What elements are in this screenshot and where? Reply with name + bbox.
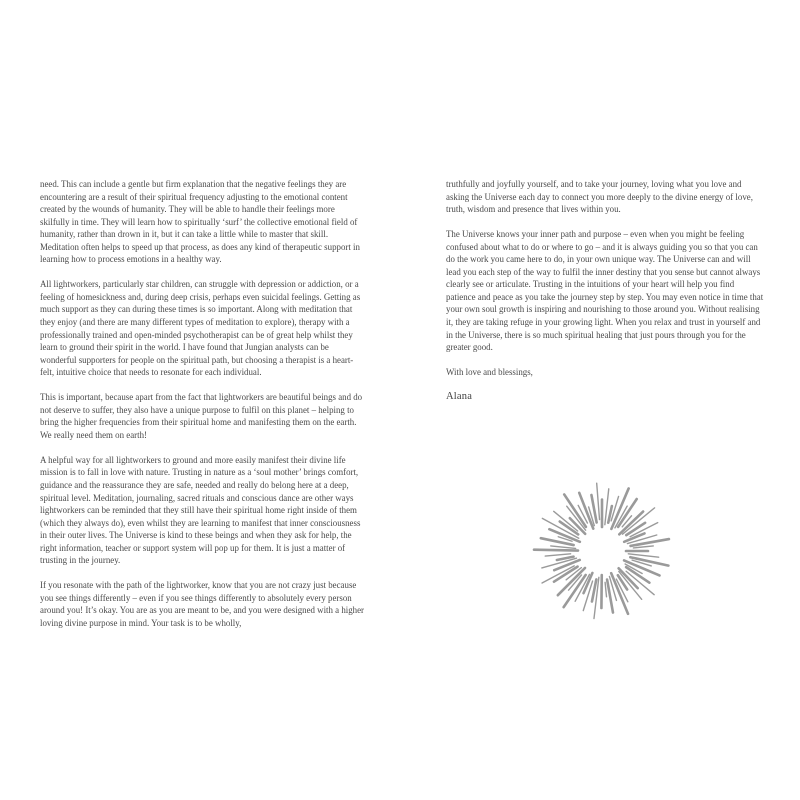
closing-line: With love and blessings, — [446, 367, 533, 378]
left-page-text — [40, 178, 366, 642]
sunburst-ray — [605, 582, 606, 596]
left-paragraph-3: This is important, because apart from the fact that lightworkers are beautiful beings and do not deserve to suffer, they also have a unique purpose to fulfil on this planet – helping to bring the higher frequencies from their spiritual home and manifesting them on the earth. We really need them on earth! — [40, 392, 363, 440]
sunburst-ray — [618, 499, 637, 527]
sunburst-ray — [597, 483, 600, 519]
right-paragraph-1: truthfully and joyfully yourself, and to take your journey, loving what you love and asking the Universe each day to connect you more deeply to the divine energy of love, truth, wisdom and presence that lives within you. — [446, 179, 753, 215]
sunburst-ray — [631, 539, 669, 546]
sunburst-rays — [534, 483, 669, 618]
sunburst-ray — [633, 546, 653, 548]
sunburst-ray — [551, 546, 576, 548]
right-page-text — [446, 178, 764, 404]
left-paragraph-4: A helpful way for all lightworkers to ground and more easily manifest their divine life mission is to fall in love with nature. Trusting in nature as a ‘soul mother’ brings comfort, guidance and the reassurance they are safe, needed and really do belong here at a deep, spiritual level. Meditation, journaling, sacred rituals and conscious dance are other ways lightworkers can be reminded that they still have their spiritual home right inside of them (which they always do), even whilst they are learning to manifest that inner consciousness in their outer lives. The Universe is kind to these beings and when they ask for help, the right information, teacher or support system will pop up for them. It is just a matter of trusting in the journey. — [40, 454, 361, 566]
sunburst-ray — [545, 554, 570, 556]
right-paragraph-2: The Universe knows your inner path and purpose – even when you might be feeling confused about what to do or where to go – and it is always guiding you so that you can do the work you came here to do, in your own unique way. The Universe can and will lead you each step of the way to fulfil the inner destiny that you sense but cannot always clearly see or articulate. Trusting in the intuitions of your heart will help you find patience and peace as you take the journey step by step. You may even notice in time that your own soul growth is inspiring and nourishing to those around you. Without realising it, they are taking refuge in your growing light. When you relax and trust in yourself and in the Universe, there is so much spiritual healing that just pours through you for the greater good. — [446, 229, 764, 353]
left-paragraph-2: All lightworkers, particularly star children, can struggle with depression or addiction, or a feeling of homesickness and, during deep crisis, perhaps even suicidal feelings. Getting as much support as they can during these times is so important. Along with meditation that they enjoy (and there are many different types of meditation to explore), therapy with a professionally trained and open-minded psychotherapist can be of great help whilst they learn to ground their spirit in the world. I have found that Jungian analysts can be wonderful supporters for people on the spiritual path, but choosing a therapist is a heart-felt, intuitive choice that needs to resonate for each individual. — [40, 279, 361, 378]
left-paragraph-1: need. This can include a gentle but firm explanation that the negative feelings they are encountering are a result of their spiritual frequency adjusting to the emotional content created by the wounds of humanity. They will be able to handle their feelings more skilfully in time. They will learn how to spiritually ‘surf’ the collective emotional field of humanity, rather than drown in it, but it can take a little while to master that skill. Meditation often helps to speed up that process, as does any kind of therapeutic support in learning how to process emotions in a healthy way. — [40, 179, 360, 265]
sunburst-ray — [534, 550, 578, 551]
signature: Alana — [446, 391, 473, 403]
left-paragraph-5: If you resonate with the path of the lightworker, know that you are not crazy just because you see things differently – even if you see things differently to absolutely every person around you! It’s okay. You are as you are meant to be, and you were designed with a higher loving divine purpose in mind. Your task is to be wholly, — [40, 580, 365, 628]
sunburst-ray — [541, 538, 574, 545]
sunburst-icon — [529, 478, 675, 624]
